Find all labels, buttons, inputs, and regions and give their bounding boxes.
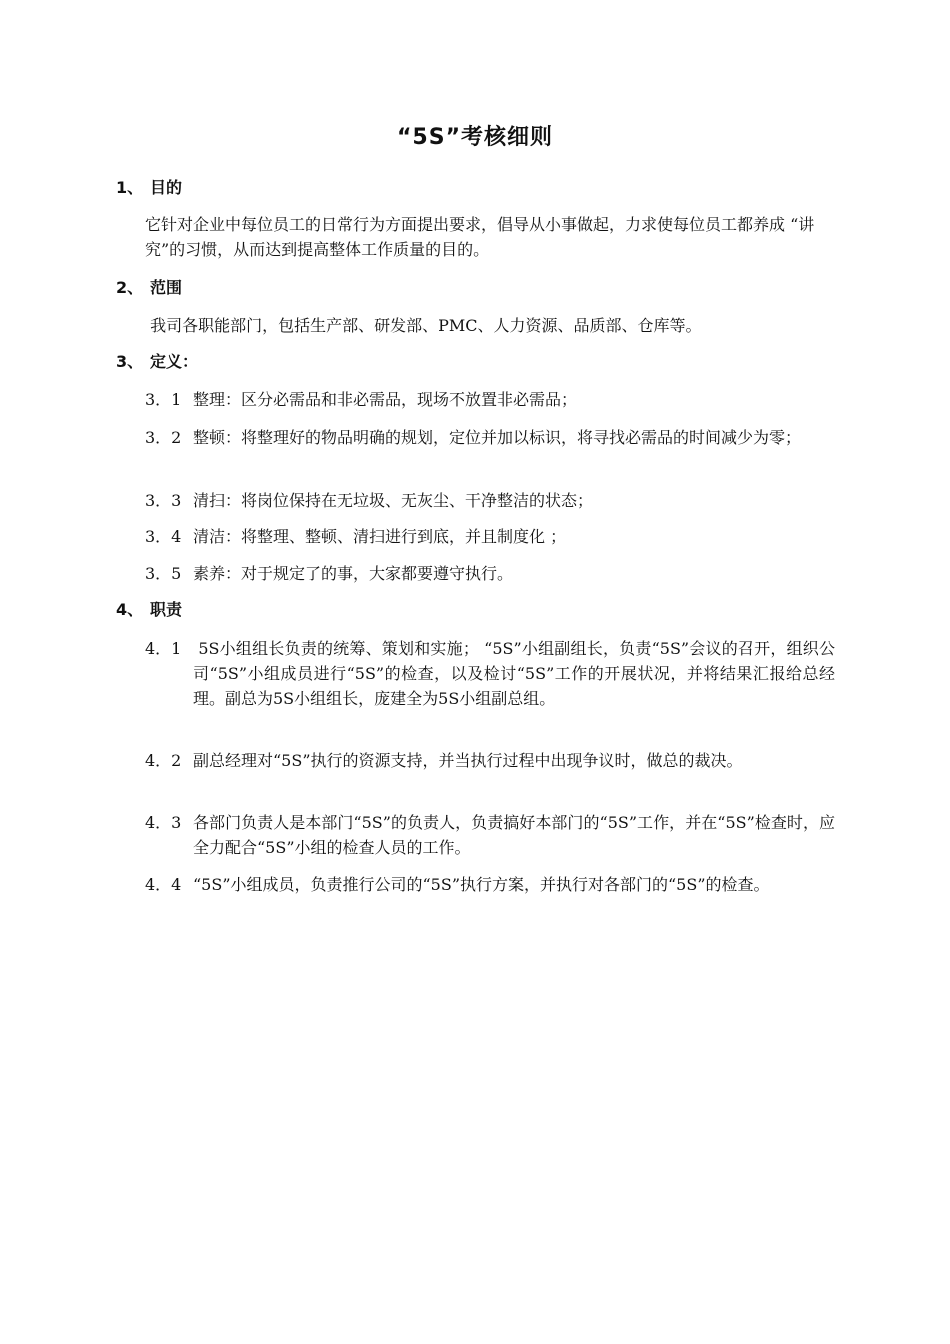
item-number: 3．3 [145,491,182,510]
item-text: 副总经理对“5S”执行的资源支持，并当执行过程中出现争议时，做总的裁决。 [193,751,743,770]
item-text: 各部门负责人是本部门“5S”的负责人，负责搞好本部门的“5S”工作，并在“5S”检查时，应全力配合“5S”小组的检查人员的工作。 [193,813,835,857]
section-heading-purpose [116,176,182,200]
responsibility-item [145,636,835,711]
item-text: 素养：对于规定了的事，大家都要遵守执行。 [193,564,514,583]
definition-item [145,387,835,412]
definition-item [145,425,835,450]
purpose-paragraph: 它针对企业中每位员工的日常行为方面提出要求，倡导从小事做起，力求使每位员工都养成 “讲究”的习惯，从而达到提高整体工作质量的目的。 [145,215,815,259]
scope-paragraph: 我司各职能部门，包括生产部、研发部、PMC、人力资源、品质部、仓库等。 [145,316,702,335]
definition-item [145,488,835,513]
responsibility-item [145,872,835,897]
section-number: 4、 [116,600,144,619]
item-number: 4．4 [145,875,182,894]
item-number: 3．4 [145,527,182,546]
section-number: 3、 [116,352,144,371]
item-number: 3．1 [145,390,182,409]
section-title: 职责 [150,600,183,619]
section-number: 2、 [116,278,144,297]
section-heading-scope [116,276,182,300]
section-number: 1、 [116,178,144,197]
responsibility-item [145,748,835,773]
item-number: 4．1 [145,639,182,658]
definition-item [145,561,835,586]
item-text: 整顿：将整理好的物品明确的规划，定位并加以标识，将寻找必需品的时间减少为零； [193,428,802,447]
item-text: 清扫：将岗位保持在无垃圾、无灰尘、干净整洁的状态； [193,491,594,510]
definition-item [145,524,835,549]
item-number: 3．5 [145,564,182,583]
section-title: 范围 [150,278,183,297]
section-title: 定义： [150,352,199,371]
document-title: “5S”考核细则 [396,125,554,150]
item-number: 3．2 [145,428,182,447]
item-number: 4．2 [145,751,182,770]
item-text: 整理：区分必需品和非必需品，现场不放置非必需品； [193,390,578,409]
item-text: “5S”小组成员，负责推行公司的“5S”执行方案，并执行对各部门的“5S”的检查。 [193,875,770,894]
item-number: 4．3 [145,813,182,832]
section-heading-responsibilities [116,598,182,622]
item-text: 5S小组组长负责的统筹、策划和实施； “5S”小组副组长，负责“5S”会议的召开，组织公司“5S”小组成员进行“5S”的检查，以及检讨“5S”工作的开展状况，并将结果汇报给总经理。副总为5S小组组长，庞建全为5S小组副总组。 [193,639,835,708]
section-heading-definitions [116,350,198,374]
responsibility-item [145,810,835,860]
item-text: 清洁：将整理、整顿、清扫进行到底，并且制度化 ； [193,527,567,546]
section-title: 目的 [150,178,183,197]
